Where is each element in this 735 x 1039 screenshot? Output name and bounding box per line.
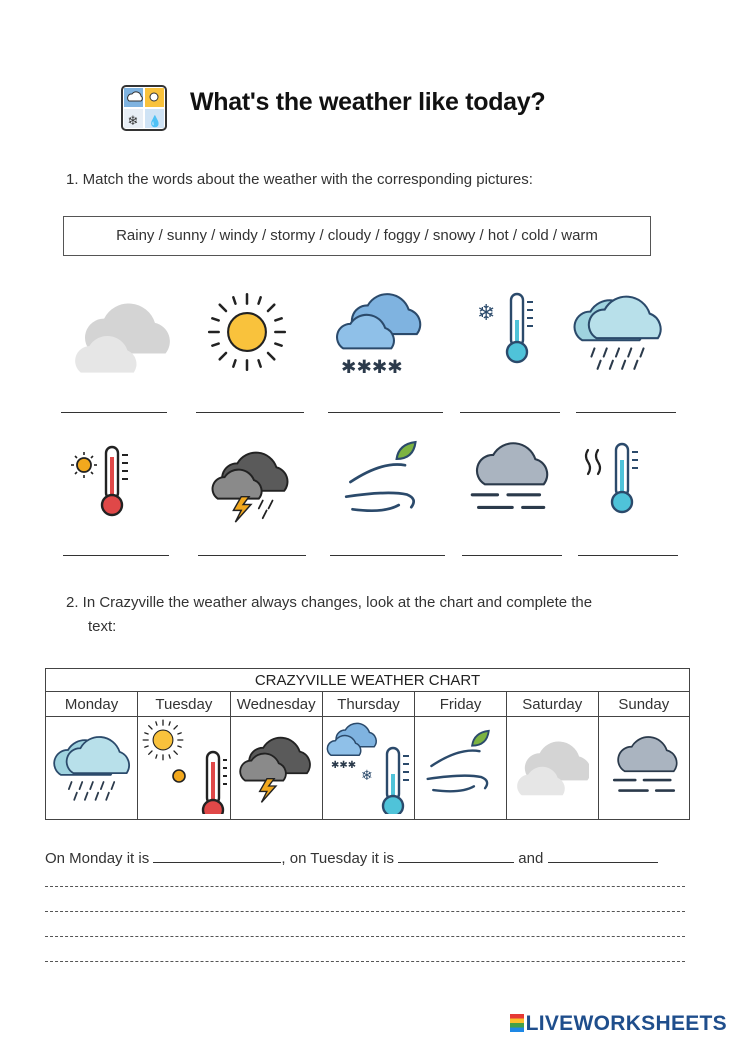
friday-weather-cell [415, 717, 507, 820]
blank-monday[interactable] [153, 852, 281, 863]
liveworksheets-icon [510, 1014, 524, 1032]
svg-text:❄: ❄ [477, 301, 496, 326]
windy-icon [342, 440, 426, 524]
windy-icon [424, 729, 498, 803]
svg-text:💧: 💧 [148, 115, 162, 128]
foggy-icon [466, 436, 550, 520]
sentence-part2: , on Tuesday it is [281, 850, 394, 867]
answer-line[interactable] [198, 555, 306, 556]
writing-line[interactable] [45, 961, 685, 962]
snowy-icon [333, 285, 425, 377]
sunday-weather-cell [598, 717, 689, 820]
blank-tuesday-2[interactable] [548, 852, 658, 863]
svg-text:❄: ❄ [127, 114, 139, 129]
svg-text:❄: ❄ [361, 767, 374, 784]
answer-line[interactable] [196, 412, 304, 413]
weather-chart [45, 668, 690, 820]
day-thursday: Thursday [322, 692, 415, 717]
blank-tuesday[interactable] [398, 852, 514, 863]
sunny-hot-icon [141, 718, 227, 814]
day-monday: Monday [46, 692, 138, 717]
day-saturday: Saturday [506, 692, 598, 717]
brand-text: LIVEWORKSHEETS [525, 1012, 727, 1035]
writing-line[interactable] [45, 911, 685, 912]
rainy-icon [52, 726, 132, 806]
day-wednesday: Wednesday [230, 692, 322, 717]
completion-sentence [45, 850, 658, 867]
sunny-icon [205, 290, 289, 374]
day-sunday: Sunday [598, 692, 689, 717]
answer-line[interactable] [576, 412, 676, 413]
cloudy-icon [70, 290, 170, 380]
answer-line[interactable] [330, 555, 445, 556]
answer-line[interactable] [578, 555, 678, 556]
sentence-part3: and [518, 850, 544, 867]
monday-weather-cell [46, 717, 138, 820]
exercise1-instruction: 1. Match the words about the weather with the corresponding pictures: [66, 171, 533, 188]
cloudy-icon [515, 731, 589, 801]
answer-line[interactable] [63, 555, 169, 556]
hot-icon [70, 442, 140, 524]
day-tuesday: Tuesday [138, 692, 231, 717]
exercise2-instruction-cont: text: [88, 618, 117, 635]
answer-line[interactable] [462, 555, 562, 556]
cold-icon [475, 290, 545, 370]
stormy-icon [208, 440, 294, 526]
word-bank: Rainy / sunny / windy / stormy / cloudy / foggy / snowy / hot / cold / warm [63, 216, 651, 256]
page-title: What's the weather like today? [190, 88, 546, 116]
sentence-part1: On Monday it is [45, 850, 150, 867]
liveworksheets-logo [510, 1012, 727, 1036]
snowy-cold-icon [325, 718, 411, 814]
writing-line[interactable] [45, 936, 685, 937]
foggy-icon [609, 731, 679, 801]
weather-logo-icon [121, 85, 167, 131]
svg-text:✱✱✱: ✱✱✱ [331, 759, 357, 771]
rainy-icon [572, 285, 664, 375]
warm-icon [580, 440, 650, 520]
wednesday-weather-cell [230, 717, 322, 820]
saturday-weather-cell [506, 717, 598, 820]
svg-text:✱✱✱✱: ✱✱✱✱ [341, 356, 403, 377]
day-friday: Friday [415, 692, 507, 717]
thursday-weather-cell [322, 717, 415, 820]
answer-line[interactable] [460, 412, 560, 413]
writing-line[interactable] [45, 886, 685, 887]
exercise2-instruction: 2. In Crazyville the weather always changes, look at the chart and complete the [66, 594, 593, 611]
stormy-icon [238, 726, 314, 806]
answer-line[interactable] [61, 412, 167, 413]
tuesday-weather-cell [138, 717, 231, 820]
chart-title: CRAZYVILLE WEATHER CHART [46, 669, 690, 692]
answer-line[interactable] [328, 412, 443, 413]
